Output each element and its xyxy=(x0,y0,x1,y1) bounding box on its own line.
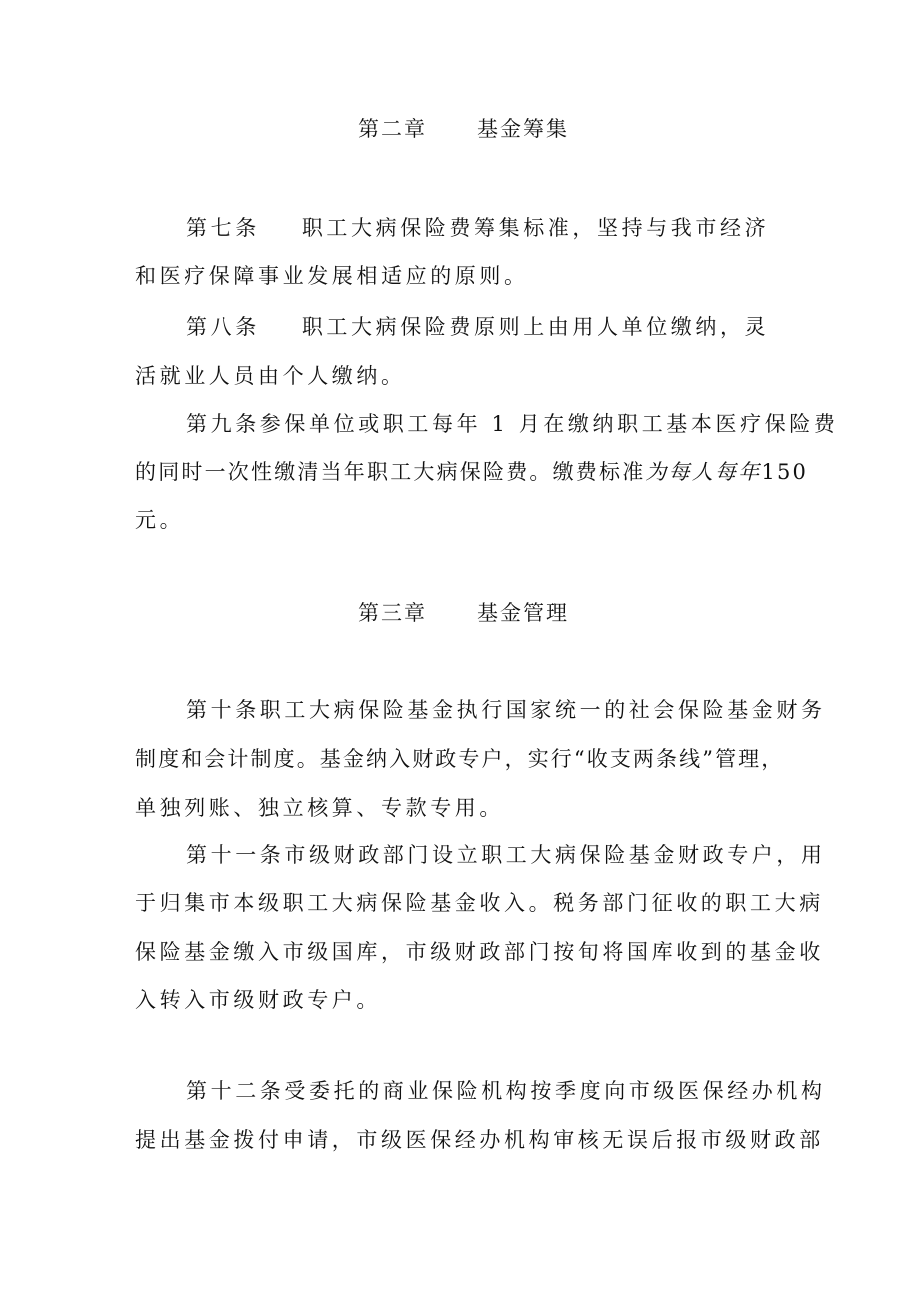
article-9-line-2 xyxy=(135,457,808,487)
chapter-2-title: 基金筹集 xyxy=(477,117,569,141)
chapter-2-number: 第二章 xyxy=(358,117,427,141)
article-8-line-2: 活就业人员由个人缴纳。 xyxy=(135,364,406,388)
article-8-line-1 xyxy=(186,312,769,342)
chapter-3-title: 基金管理 xyxy=(477,601,569,625)
chapter-2-heading xyxy=(358,114,569,144)
article-9-line-3: 元。 xyxy=(135,508,185,532)
article-7-line-2: 和医疗保障事业发展相适应的原则。 xyxy=(135,264,529,288)
article-9-amount: 150 xyxy=(761,460,809,484)
article-9-line-1: 第九条参保单位或职工每年 1 月在缴纳职工基本医疗保险费 xyxy=(186,412,839,436)
article-9-emphasis: 为每人每年 xyxy=(645,460,762,484)
article-11-line-4: 入转入市级财政专户。 xyxy=(135,988,381,1012)
article-8-text: 职工大病保险费原则上由用人单位缴纳，灵 xyxy=(301,315,770,339)
article-12-line-1: 第十二条受委托的商业保险机构按季度向市级医保经办机构 xyxy=(186,1079,826,1103)
article-11-line-1: 第十一条市级财政部门设立职工大病保险基金财政专户，用 xyxy=(186,843,826,867)
article-11-line-3: 保险基金缴入市级国库，市级财政部门按旬将国库收到的基金收 xyxy=(135,940,824,964)
article-7-label: 第七条 xyxy=(186,216,260,240)
article-10-line-3: 单独列账、独立核算、专款专用。 xyxy=(135,796,504,820)
article-10-line-1: 第十条职工大病保险基金执行国家统一的社会保险基金财务 xyxy=(186,698,826,722)
chapter-3-number: 第三章 xyxy=(358,601,427,625)
article-8-label: 第八条 xyxy=(186,315,260,339)
article-7-text: 职工大病保险费筹集标准，坚持与我市经济 xyxy=(301,216,770,240)
article-7-line-1 xyxy=(186,213,769,243)
chapter-3-heading xyxy=(358,598,569,628)
article-9-text: 的同时一次性缴清当年职工大病保险费。缴费标准 xyxy=(135,460,646,484)
article-11-line-2: 于归集市本级职工大病保险基金收入。税务部门征收的职工大病 xyxy=(135,891,824,915)
article-12-line-2: 提出基金拨付申请，市级医保经办机构审核无误后报市级财政部 xyxy=(135,1128,824,1152)
article-10-line-2: 制度和会计制度。基金纳入财政专户，实行“收支两条线”管理， xyxy=(135,747,785,771)
